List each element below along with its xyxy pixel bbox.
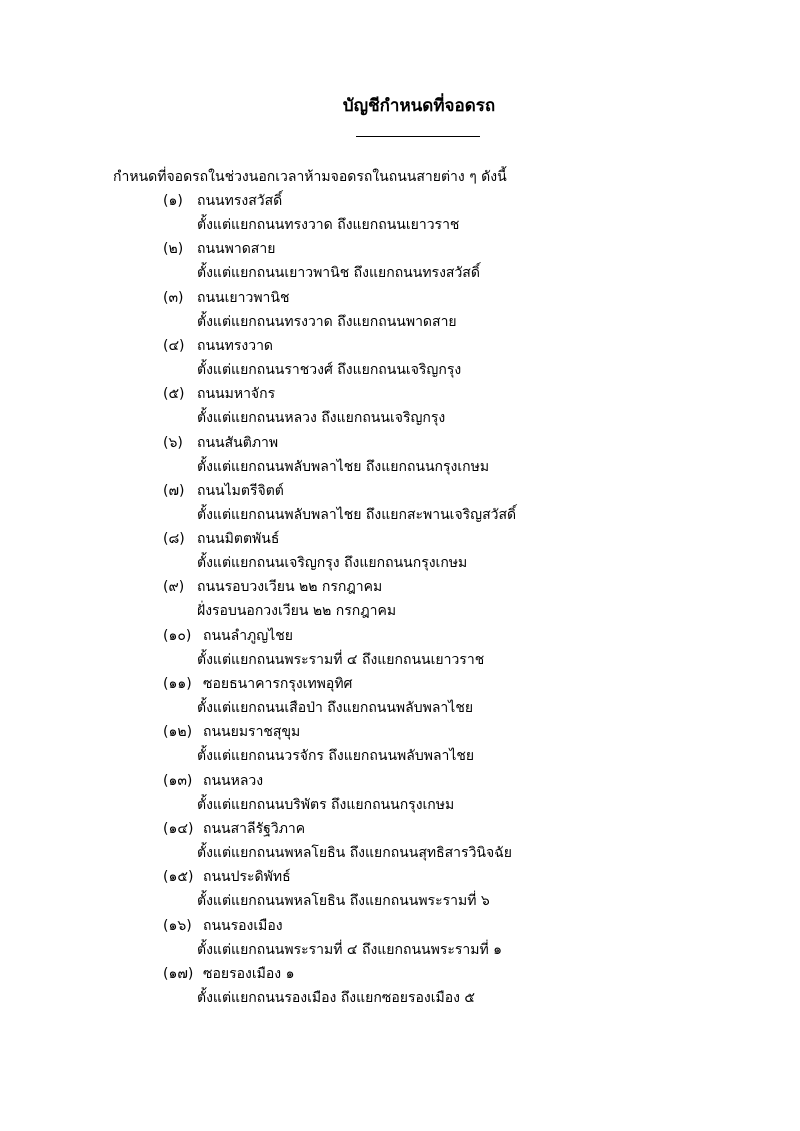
list-item [0,772,800,820]
item-number: (๘) [163,531,185,547]
list-item [0,385,800,433]
street-range: ตั้งแต่แยกถนนวรจักร ถึงแยกถนนพลับพลาไชย [197,748,475,764]
street-range: ตั้งแต่แยกถนนพหลโยธิน ถึงแยกถนนพระรามที่ ๖ [197,893,490,909]
street-range: ตั้งแต่แยกถนนพลับพลาไชย ถึงแยกสะพานเจริญสวัสดิ์ [197,507,517,523]
item-number: (๙) [163,579,185,595]
list-item [0,482,800,530]
page-title: บัญชีกำหนดที่จอดรถ [342,96,496,116]
street-name: ซอยธนาคารกรุงเทพอุทิศ [203,676,353,692]
list-item [0,337,800,385]
street-name: ถนนสาลีรัฐวิภาค [203,821,306,837]
street-name: ถนนทรงสวัสดิ์ [197,193,283,209]
street-range: ตั้งแต่แยกถนนเจริญกรุง ถึงแยกถนนกรุงเกษม [197,555,468,571]
street-range: ตั้งแต่แยกถนนพลับพลาไชย ถึงแยกถนนกรุงเกษม [197,459,490,475]
item-number: (๕) [163,386,185,402]
item-number: (๒) [163,241,184,257]
item-number: (๗) [163,483,185,499]
list-item [0,578,800,626]
list-item [0,723,800,771]
list-item [0,289,800,337]
list-item [0,917,800,965]
street-range: ตั้งแต่แยกถนนพระรามที่ ๔ ถึงแยกถนนพระรามที่ ๑ [197,942,503,958]
street-name: ถนนลำภูญไชย [203,628,293,644]
list-item [0,530,800,578]
street-range: ตั้งแต่แยกถนนเยาวพานิช ถึงแยกถนนทรงสวัสดิ์ [197,265,480,281]
list-item [0,434,800,482]
item-number: (๓) [163,290,184,306]
item-number: (๑๒) [163,724,193,740]
title-underline [356,136,480,137]
street-name: ถนนรอบวงเวียน ๒๒ กรกฎาคม [197,579,383,595]
street-name: ถนนยมราชสุขุม [203,724,301,740]
item-number: (๔) [163,338,185,354]
list-item [0,820,800,868]
street-name: ถนนไมตรีจิตต์ [197,483,284,499]
street-name: ถนนมหาจักร [197,386,276,402]
item-number: (๑๐) [163,628,192,644]
list-item [0,627,800,675]
street-name: ถนนทรงวาด [197,338,274,354]
street-name: ถนนพาดสาย [197,241,276,257]
item-number: (๑๗) [163,966,194,982]
item-number: (๑๔) [163,821,194,837]
street-name: ซอยรองเมือง ๑ [203,966,295,982]
street-name: ถนนประดิพัทธ์ [203,869,291,885]
item-number: (๑๕) [163,869,194,885]
item-number: (๖) [163,435,183,451]
item-number: (๑๑) [163,676,192,692]
street-range: ตั้งแต่แยกถนนทรงวาด ถึงแยกถนนเยาวราช [197,217,460,233]
street-range: ตั้งแต่แยกถนนบริพัตร ถึงแยกถนนกรุงเกษม [197,797,455,813]
street-name: ถนนหลวง [203,773,264,789]
street-range: ตั้งแต่แยกถนนรองเมือง ถึงแยกซอยรองเมือง ๕ [197,990,476,1006]
street-range: ตั้งแต่แยกถนนหลวง ถึงแยกถนนเจริญกรุง [197,410,446,426]
list-item [0,240,800,288]
street-range: ตั้งแต่แยกถนนราชวงศ์ ถึงแยกถนนเจริญกรุง [197,362,462,378]
item-number: (๑๓) [163,773,193,789]
street-name: ถนนมิตตพันธ์ [197,531,280,547]
street-name: ถนนสันติภาพ [197,435,279,451]
street-range: ฝั่งรอบนอกวงเวียน ๒๒ กรกฎาคม [197,603,397,619]
list-item [0,965,800,1013]
list-item [0,192,800,240]
item-number: (๑๖) [163,918,192,934]
street-name: ถนนรองเมือง [203,918,283,934]
street-name: ถนนเยาวพานิช [197,290,290,306]
street-range: ตั้งแต่แยกถนนทรงวาด ถึงแยกถนนพาดสาย [197,314,457,330]
street-range: ตั้งแต่แยกถนนเสือป่า ถึงแยกถนนพลับพลาไชย [197,700,474,716]
street-range: ตั้งแต่แยกถนนพหลโยธิน ถึงแยกถนนสุทธิสารวินิจฉัย [197,845,512,861]
street-range: ตั้งแต่แยกถนนพระรามที่ ๔ ถึงแยกถนนเยาวราช [197,652,485,668]
list-item [0,868,800,916]
list-item [0,675,800,723]
intro-text: กำหนดที่จอดรถในช่วงนอกเวลาห้ามจอดรถในถนนสายต่าง ๆ ดังนี้ [113,169,507,185]
item-number: (๑) [163,193,183,209]
